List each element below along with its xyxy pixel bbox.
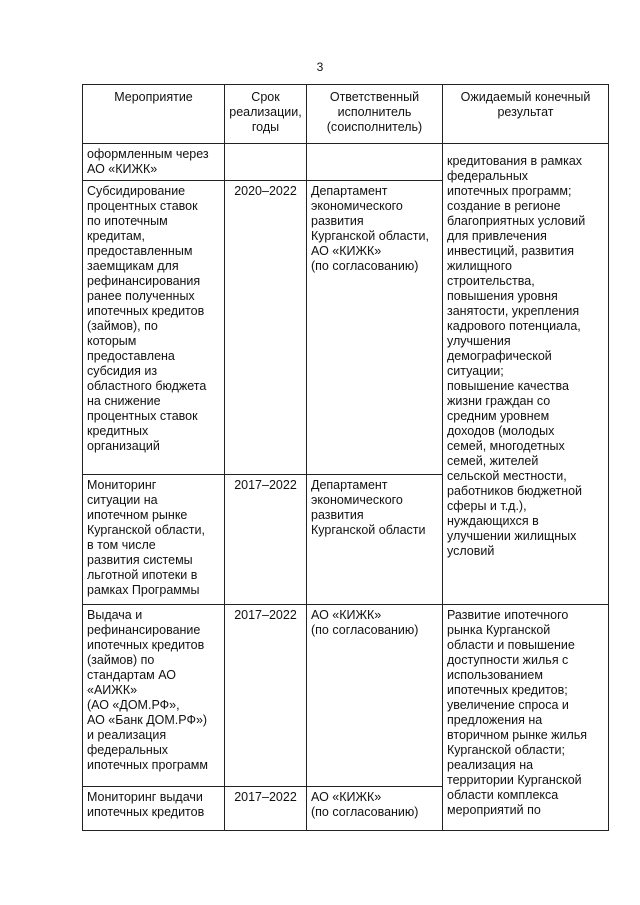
header-executor: Ответственный исполнитель (соисполнитель) (307, 85, 443, 144)
activity-cell: Мониторинг выдачи ипотечных кредитов (83, 787, 225, 831)
period-cell: 2020–2022 (225, 181, 307, 475)
period-cell (225, 144, 307, 181)
header-activity: Мероприятие (83, 85, 225, 144)
table-header-row (83, 85, 609, 144)
activity-cell: оформленным через АО «КИЖК» (83, 144, 225, 181)
period-cell: 2017–2022 (225, 605, 307, 787)
measures-table (82, 84, 609, 831)
period-cell: 2017–2022 (225, 475, 307, 605)
page-number: 3 (316, 60, 324, 74)
executor-cell: АО «КИЖК» (по согласованию) (307, 605, 443, 787)
activity-cell: Мониторинг ситуации на ипотечном рынке Курганской области, в том числе развития системы льготной ипотеки в рамках Программы (83, 475, 225, 605)
executor-cell: Департамент экономического развития Курганской области (307, 475, 443, 605)
activity-cell: Выдача и рефинансирование ипотечных кредитов (займов) по стандартам АО «АИЖК» (АО «ДОМ.РФ», АО «Банк ДОМ.РФ») и реализация федеральных ипотечных программ (83, 605, 225, 787)
period-cell: 2017–2022 (225, 787, 307, 831)
result-cell: кредитования в рамках федеральных ипотечных программ; создание в регионе благоприятных условий для привлечения инвестиций, развития жилищного строительства, повышения уровня занятости, укрепления кадрового потенциала, улучшения демографической ситуации; повышение качества жизни граждан со средним уровнем доходов (молодых семей, многодетных семей, жителей сельской местности, работников бюджетной сферы и т.д.), нуждающихся в улучшении жилищных условий (443, 144, 609, 605)
table-row (83, 144, 609, 181)
executor-cell (307, 144, 443, 181)
activity-cell: Субсидирование процентных ставок по ипотечным кредитам, предоставленным заемщикам для рефинансирования ранее полученных ипотечных кредитов (займов), по которым предоставлена субсидия из областного бюджета на снижение процентных ставок кредитных организаций (83, 181, 225, 475)
result-cell: Развитие ипотечного рынка Курганской области и повышение доступности жилья с использованием ипотечных кредитов; увеличение спроса и предложения на вторичном рынке жилья Курганской области; реализация на территории Курганской области комплекса мероприятий по (443, 605, 609, 831)
header-result: Ожидаемый конечный результат (443, 85, 609, 144)
executor-cell: АО «КИЖК» (по согласованию) (307, 787, 443, 831)
header-period: Срок реализации, годы (225, 85, 307, 144)
executor-cell: Департамент экономического развития Курганской области, АО «КИЖК» (по согласованию) (307, 181, 443, 475)
table-row (83, 605, 609, 787)
